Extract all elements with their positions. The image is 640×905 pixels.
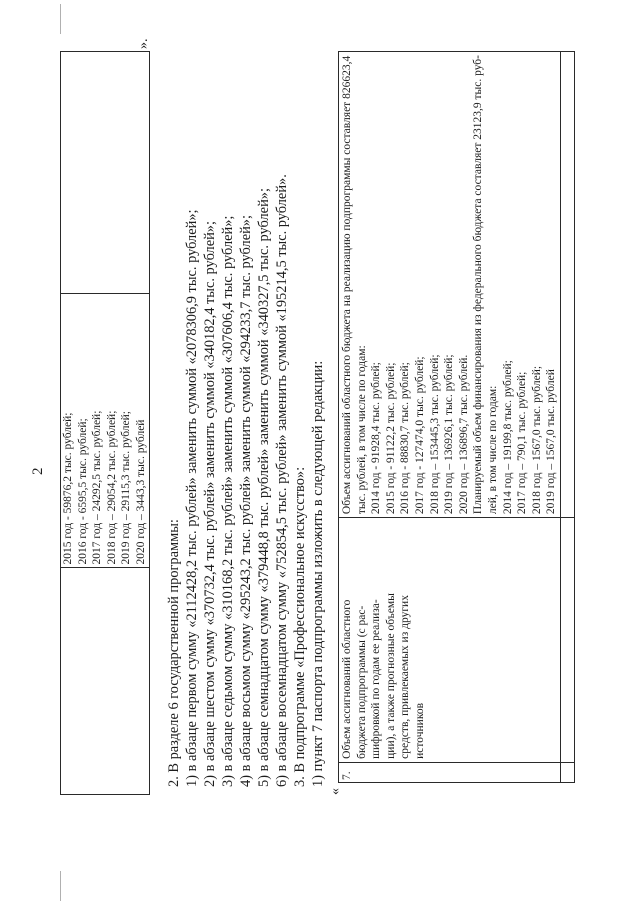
row-value [339,52,561,518]
value-line: 2017 год - 127474,0 тыс. рублей; [413,356,426,515]
amount-line: 2017 год – 24292,5 тыс. рублей; [91,410,104,565]
paragraph-item: 5) в абзаце семнадцатом сумму «379448,8 тыс. рублей» заменить суммой «340327,5 тыс. рублей»; [256,188,272,787]
paragraph-item: 1) пункт 7 паспорта подпрограммы изложить в следующей редакции: [310,360,326,787]
amount-line: 2020 год – 3443,3 тыс. рублей [134,419,147,565]
paragraph-item: 2) в абзаце шестом сумму «370732,4 тыс. рублей» заменить суммой «340182,4 тыс. рублей»; [202,221,218,787]
funding-table-continuation [60,51,150,795]
row-number: 7. [339,762,561,782]
amount-line: 2018 год – 29054,2 тыс. рублей; [105,410,118,565]
paragraph-item: 6) в абзаце восемнадцатом сумму «752854,5 тыс. рублей» заменить суммой «195214,5 тыс. рублей». [274,174,290,787]
value-line: 2015 год - 91122,2 тыс. рублей; [384,362,397,515]
value-line: 2014 год – 19199,8 тыс. рублей; [501,360,514,515]
subprogram-passport-table [338,51,575,783]
value-line: Планируемый объем финансирования из федерального бюджета составляет 23123,9 тыс. руб- [472,55,485,515]
table-cell-yearly-amounts [61,293,150,568]
paragraph-item: 1) в абзаце первом сумму «2112428,2 тыс. рублей» заменить суммой «2078306,9 тыс. рублей»; [184,209,200,787]
table-cell-empty [61,568,150,795]
paragraph-item: 3) в абзаце седьмом сумму «310168,2 тыс. рублей» заменить суммой «307606,4 тыс. рублей»; [220,215,236,787]
label-line: шифровкой по годам ее реализа- [370,599,383,759]
closing-quote-mark: ». [136,38,151,49]
table-cell-empty [560,762,574,782]
table-cell-empty [560,518,574,763]
table-cell-empty [61,52,150,294]
row-label [339,518,561,763]
value-line: 2019 год – 136926,1 тыс. рублей; [443,354,456,515]
label-line: ции), а также прогнозные объемы [384,593,397,759]
value-line: тыс. рублей, в том числе по годам: [355,345,368,515]
value-line: 2020 год – 136896,7 тыс. рублей. [457,354,470,515]
value-line: 2017 год – 790,1 тыс. рублей; [516,371,529,515]
amount-line: 2016 год - 6595,5 тыс. рублей; [76,418,89,565]
table-cell-empty [560,52,574,518]
amount-line: 2015 год - 59876,2 тыс. рублей; [62,412,74,565]
paragraph-subprogram: 3. В подпрограмме «Профессиональное искусство»: [292,466,308,787]
amount-line: 2019 год – 29115,3 тыс. рублей; [120,411,133,565]
value-line: 2018 год – 1567,0 тыс. рублей; [530,365,543,515]
value-line: 2014 год - 91928,4 тыс. рублей; [370,362,383,515]
page-number: 2 [30,467,46,475]
value-line: 2018 год – 153445,3 тыс. рублей; [428,354,441,515]
label-line: средств, привлекаемых из других [399,595,412,759]
label-line: бюджета подпрограммы (с рас- [355,605,368,759]
paragraph-item: 4) в абзаце восьмом сумму «295243,2 тыс. рублей» заменить суммой «294233,7 тыс. рублей»; [238,215,254,787]
label-line: источников [413,702,426,759]
value-line: Объем ассигнований областного бюджета на реализацию подпрограммы составляет 826623,4 [341,55,353,515]
opening-quote-mark: « [328,788,343,795]
paragraph-section-6: 2. В разделе 6 государственной программы: [166,519,182,787]
value-line: лей, в том числе по годам: [486,385,499,515]
value-line: 2019 год – 1567,0 тыс. рублей [545,369,558,515]
value-line: 2016 год - 88830,7 тыс. рублей; [399,362,412,515]
label-line: Объем ассигнований областного [341,599,353,759]
